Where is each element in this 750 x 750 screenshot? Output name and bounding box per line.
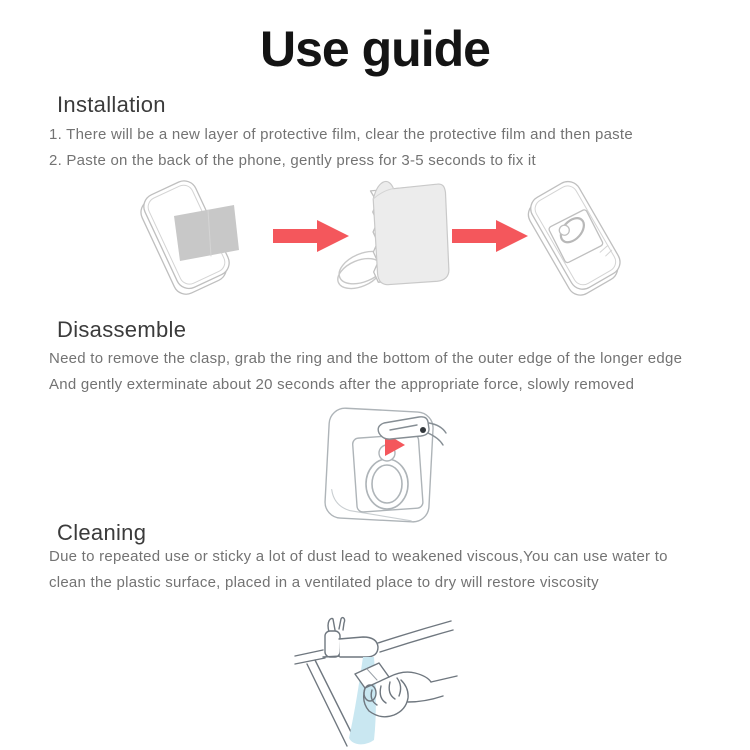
phone-with-protective-film-illustration [124,176,269,298]
section-heading-disassemble: Disassemble [57,317,187,342]
phone-with-ring-holder-attached-illustration [512,173,637,298]
page-title: Use guide [260,21,490,77]
instruction-line: 1. There will be a new layer of protective film, clear the protective film and then paste [49,126,633,143]
section-heading-installation: Installation [57,92,166,117]
instruction-line: Need to remove the clasp, grab the ring and the bottom of the outer edge of the longer edge [49,350,683,367]
prying-ring-holder-off-phone-illustration [312,406,462,528]
rinsing-ring-holder-under-faucet-illustration [293,616,461,748]
instruction-line: And gently exterminate about 20 seconds after the appropriate force, slowly removed [49,376,635,393]
ring-holder-peeling-film-illustration [336,170,468,300]
instruction-line: 2. Paste on the back of the phone, gently press for 3-5 seconds to fix it [49,152,536,169]
section-heading-cleaning: Cleaning [57,520,147,545]
instruction-line: Due to repeated use or sticky a lot of dust lead to weakened viscous,You can use water to [49,548,668,565]
instruction-line: clean the plastic surface, placed in a ventilated place to dry will restore viscosity [49,574,599,591]
